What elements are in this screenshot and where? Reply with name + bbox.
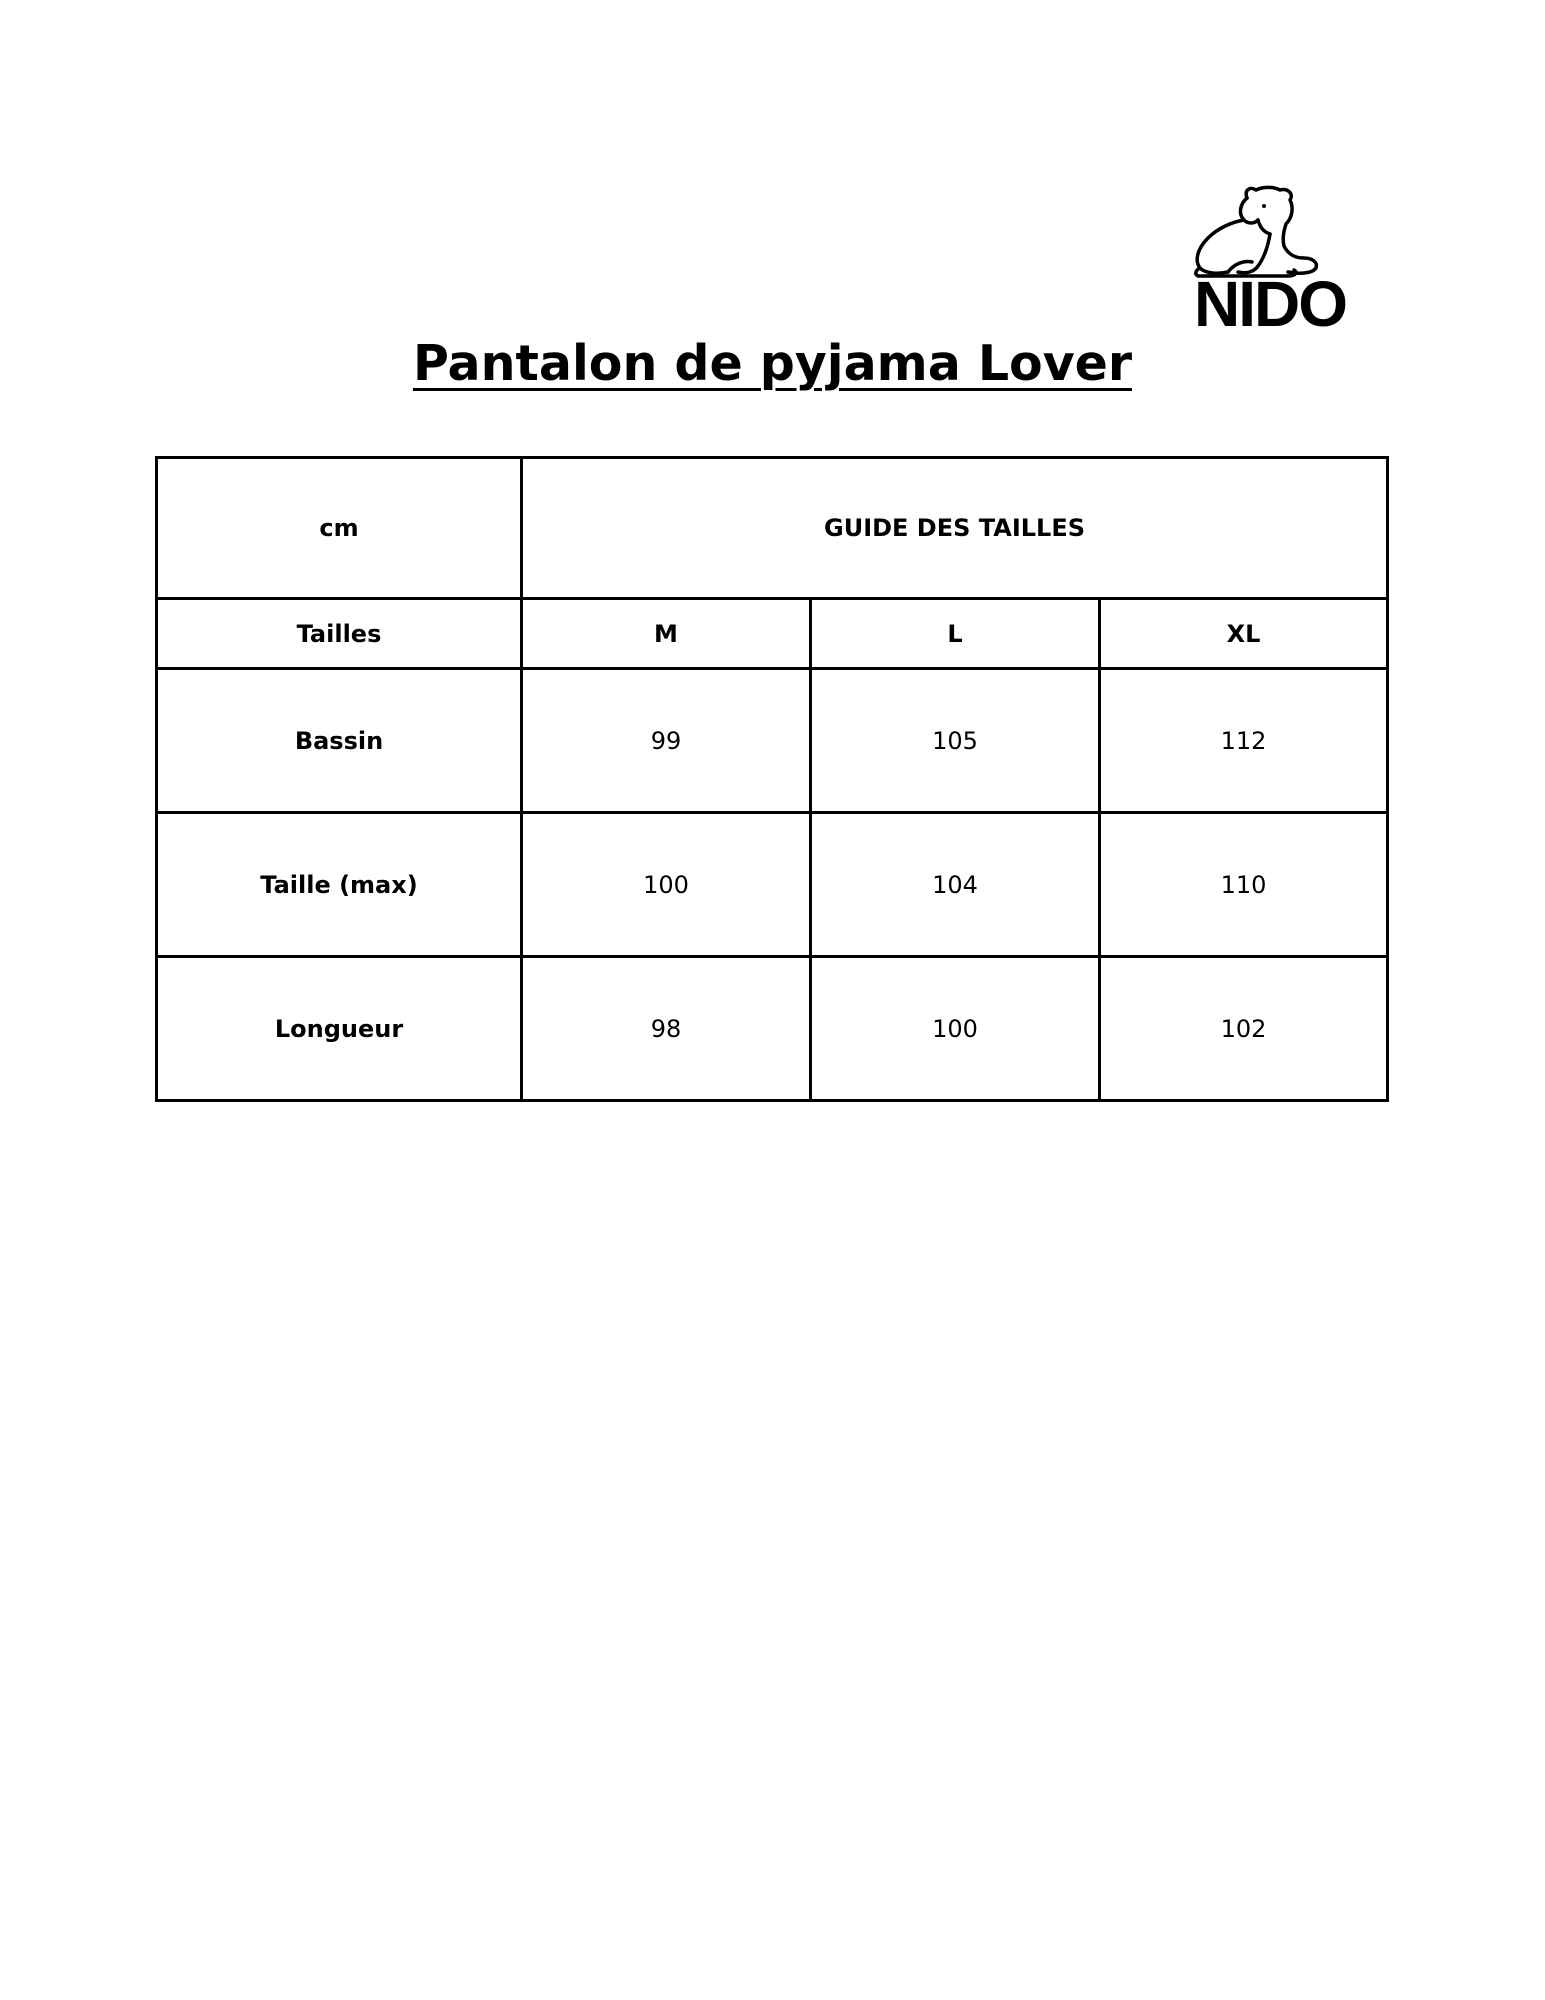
table-cell: 110 [1100,813,1388,957]
row-label-bassin: Bassin [157,669,522,813]
guide-header-cell: GUIDE DES TAILLES [522,458,1388,599]
table-cell: 100 [811,957,1100,1101]
table-row [157,957,1388,1101]
table-cell: 98 [522,957,811,1101]
size-guide-table [155,456,1389,1102]
size-cell-l: L [811,599,1100,669]
size-cell-xl: XL [1100,599,1388,669]
table-cell: 105 [811,669,1100,813]
brand-wordmark: NIDO [1194,268,1346,340]
sizes-label-cell: Tailles [157,599,522,669]
table-cell: 112 [1100,669,1388,813]
row-label-longueur: Longueur [157,957,522,1101]
sizes-row [157,599,1388,669]
table-cell: 100 [522,813,811,957]
table-row [157,669,1388,813]
table-cell: 104 [811,813,1100,957]
unit-cell: cm [157,458,522,599]
size-cell-m: M [522,599,811,669]
table-header-row [157,458,1388,599]
brand-logo [1184,184,1364,340]
table-cell: 102 [1100,957,1388,1101]
table-row [157,813,1388,957]
row-label-taille-max: Taille (max) [157,813,522,957]
page-title: Pantalon de pyjama Lover [412,335,1133,392]
table-cell: 99 [522,669,811,813]
